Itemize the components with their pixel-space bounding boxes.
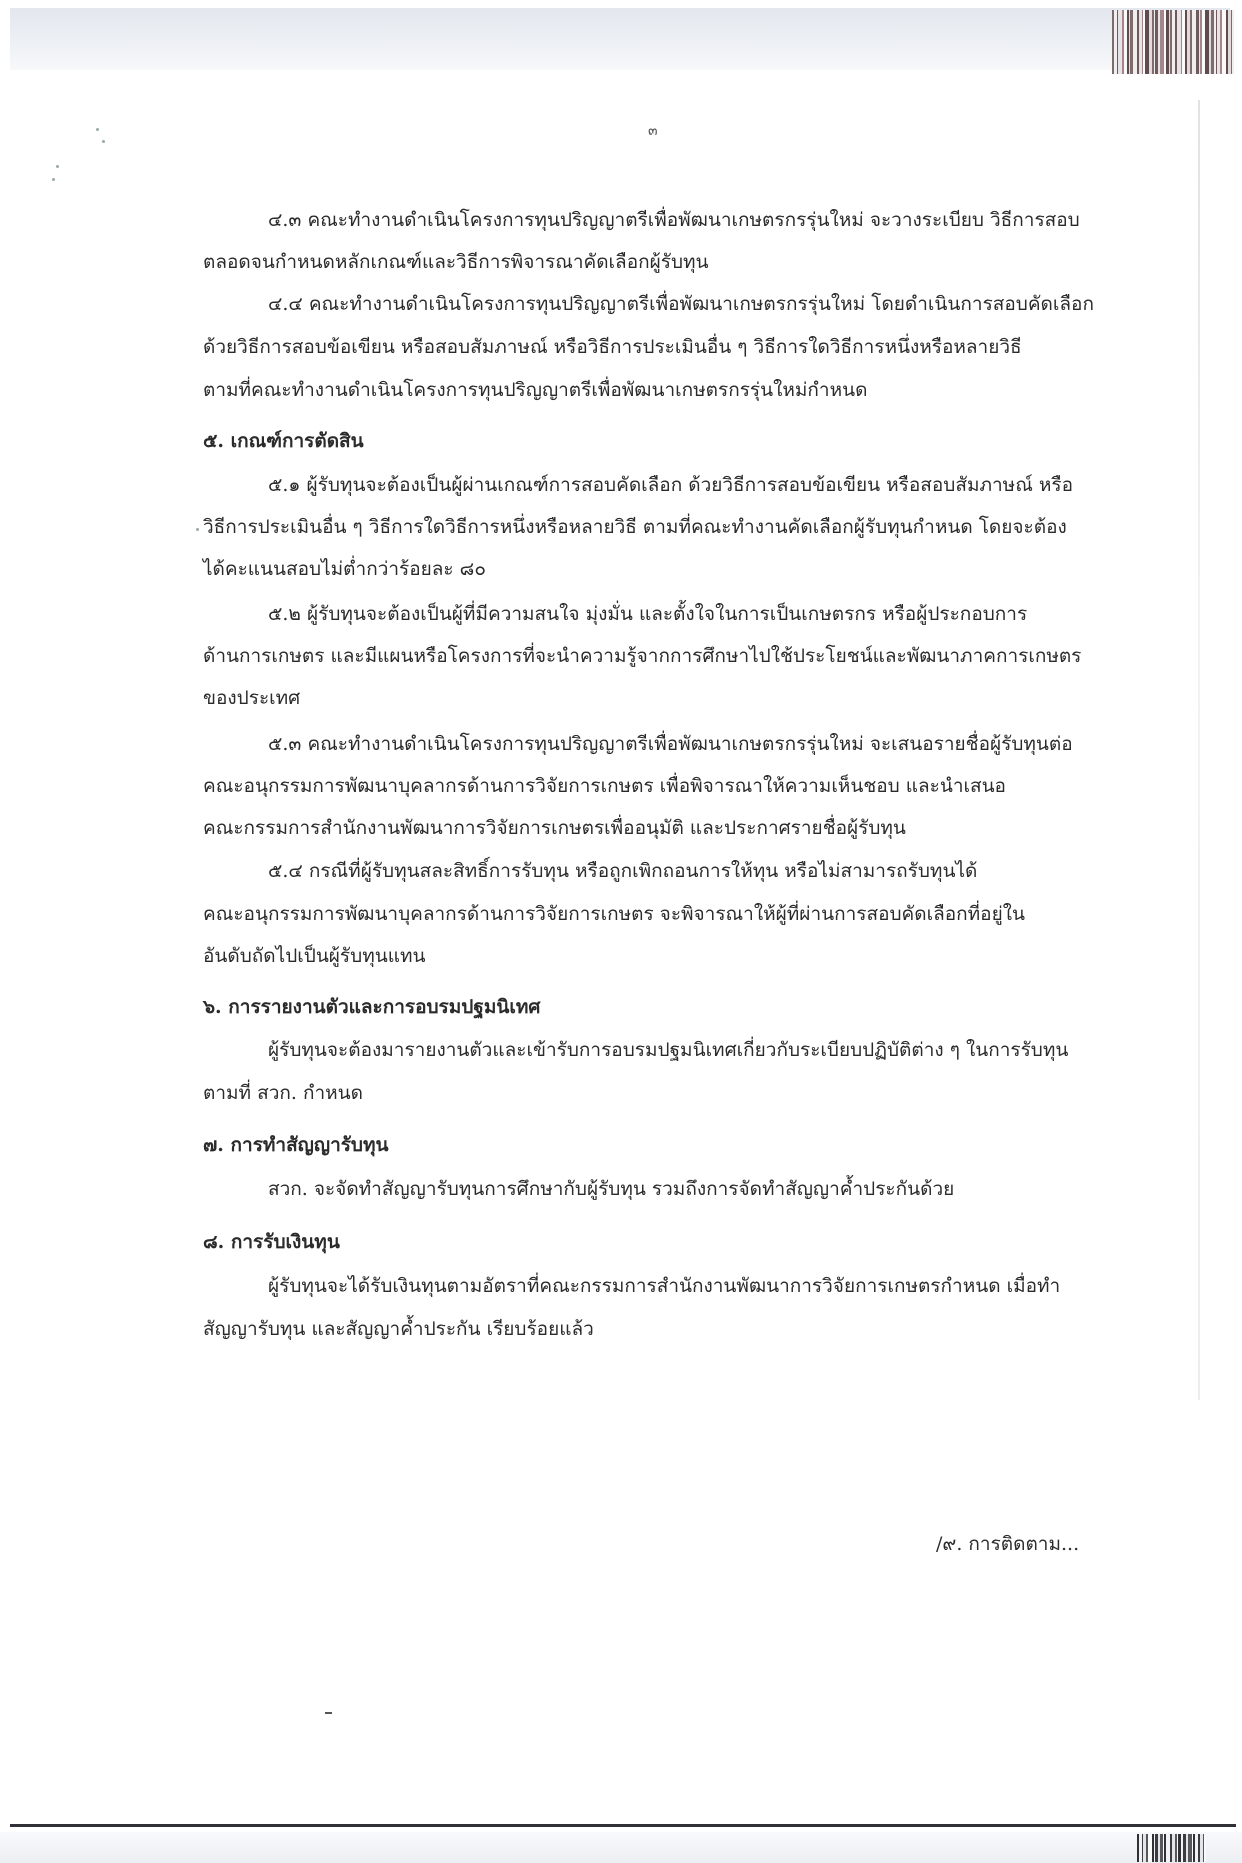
paragraph-line: ด้านการเกษตร และมีแผนหรือโครงการที่จะนำความรู้จากการศึกษาไปใช้ประโยชน์และพัฒนาภาคการเกษตร [203,645,1082,667]
paragraph-line: ผู้รับทุนจะต้องมารายงานตัวและเข้ารับการอบรมปฐมนิเทศเกี่ยวกับระเบียบปฏิบัติต่าง ๆ ในการรับทุน [268,1039,1069,1061]
continuation-note: /๙. การติดตาม... [936,1533,1080,1555]
paragraph-line: ตามที่ สวก. กำหนด [203,1082,363,1104]
paragraph-line: สวก. จะจัดทำสัญญารับทุนการศึกษากับผู้รับทุน รวมถึงการจัดทำสัญญาค้ำประกันด้วย [268,1178,955,1200]
paragraph-line: ของประเทศ [203,687,301,709]
scan-speck [52,178,55,181]
paragraph-line: คณะอนุกรรมการพัฒนาบุคลากรด้านการวิจัยการเกษตร จะพิจารณาให้ผู้ที่ผ่านการสอบคัดเลือกที่อยู่ใน [203,903,1025,925]
section-heading: ๖. การรายงานตัวและการอบรมปฐมนิเทศ [203,996,541,1018]
section-heading: ๘. การรับเงินทุน [203,1231,340,1253]
scan-speck [102,140,105,143]
scan-edge-barcode-top [1112,10,1234,74]
scan-top-band [10,8,1230,70]
paragraph-line: สัญญารับทุน และสัญญาค้ำประกัน เรียบร้อยแล้ว [203,1318,594,1340]
paragraph-line: ตามที่คณะทำงานดำเนินโครงการทุนปริญญาตรีเพื่อพัฒนาเกษตรกรรุ่นใหม่กำหนด [203,379,868,401]
paragraph-line: คณะอนุกรรมการพัฒนาบุคลากรด้านการวิจัยการเกษตร เพื่อพิจารณาให้ความเห็นชอบ และนำเสนอ [203,775,1006,797]
paragraph-line: ด้วยวิธีการสอบข้อเขียน หรือสอบสัมภาษณ์ หรือวิธีการประเมินอื่น ๆ วิธีการใดวิธีการหนึ่งหรือหลายวิธี [203,336,1022,358]
scan-speck [96,128,99,131]
section-heading: ๗. การทำสัญญารับทุน [203,1134,389,1156]
scan-mark [325,1712,332,1714]
page-number: ๓ [648,123,658,139]
paragraph-line: อันดับถัดไปเป็นผู้รับทุนแทน [203,945,426,967]
paragraph-line: ตลอดจนกำหนดหลักเกณฑ์และวิธีการพิจารณาคัดเลือกผู้รับทุน [203,251,709,273]
paragraph-line: ๕.๔ กรณีที่ผู้รับทุนสละสิทธิ์การรับทุน หรือถูกเพิกถอนการให้ทุน หรือไม่สามารถรับทุนได้ [268,860,978,882]
scan-edge-barcode-bottom [1137,1834,1206,1862]
paragraph-line: ๕.๓ คณะทำงานดำเนินโครงการทุนปริญญาตรีเพื่อพัฒนาเกษตรกรรุ่นใหม่ จะเสนอรายชื่อผู้รับทุนต่อ [268,733,1073,755]
scan-bottom-band [0,1832,1242,1863]
bottom-rule [10,1824,1236,1827]
paragraph-line: ๔.๓ คณะทำงานดำเนินโครงการทุนปริญญาตรีเพื่อพัฒนาเกษตรกรรุ่นใหม่ จะวางระเบียบ วิธีการสอบ [268,209,1080,231]
right-margin-rule [1198,100,1200,1400]
paragraph-line: วิธีการประเมินอื่น ๆ วิธีการใดวิธีการหนึ่งหรือหลายวิธี ตามที่คณะทำงานคัดเลือกผู้รับทุนกำหนด โดยจะต้อง [203,516,1067,538]
paragraph-line: คณะกรรมการสำนักงานพัฒนาการวิจัยการเกษตรเพื่ออนุมัติ และประกาศรายชื่อผู้รับทุน [203,817,906,839]
paragraph-line: ๕.๑ ผู้รับทุนจะต้องเป็นผู้ผ่านเกณฑ์การสอบคัดเลือก ด้วยวิธีการสอบข้อเขียน หรือสอบสัมภาษณ์ หรือ [268,474,1073,496]
scan-speck [196,528,199,531]
paragraph-line: ๔.๔ คณะทำงานดำเนินโครงการทุนปริญญาตรีเพื่อพัฒนาเกษตรกรรุ่นใหม่ โดยดำเนินการสอบคัดเลือก [268,293,1094,315]
paragraph-line: ได้คะแนนสอบไม่ต่ำกว่าร้อยละ ๘๐ [203,558,486,580]
paragraph-line: ผู้รับทุนจะได้รับเงินทุนตามอัตราที่คณะกรรมการสำนักงานพัฒนาการวิจัยการเกษตรกำหนด เมื่อทำ [268,1275,1061,1297]
scan-speck [56,165,59,168]
paragraph-line: ๕.๒ ผู้รับทุนจะต้องเป็นผู้ที่มีความสนใจ มุ่งมั่น และตั้งใจในการเป็นเกษตรกร หรือผู้ประกอบการ [268,603,1028,625]
section-heading: ๕. เกณฑ์การตัดสิน [203,430,364,452]
